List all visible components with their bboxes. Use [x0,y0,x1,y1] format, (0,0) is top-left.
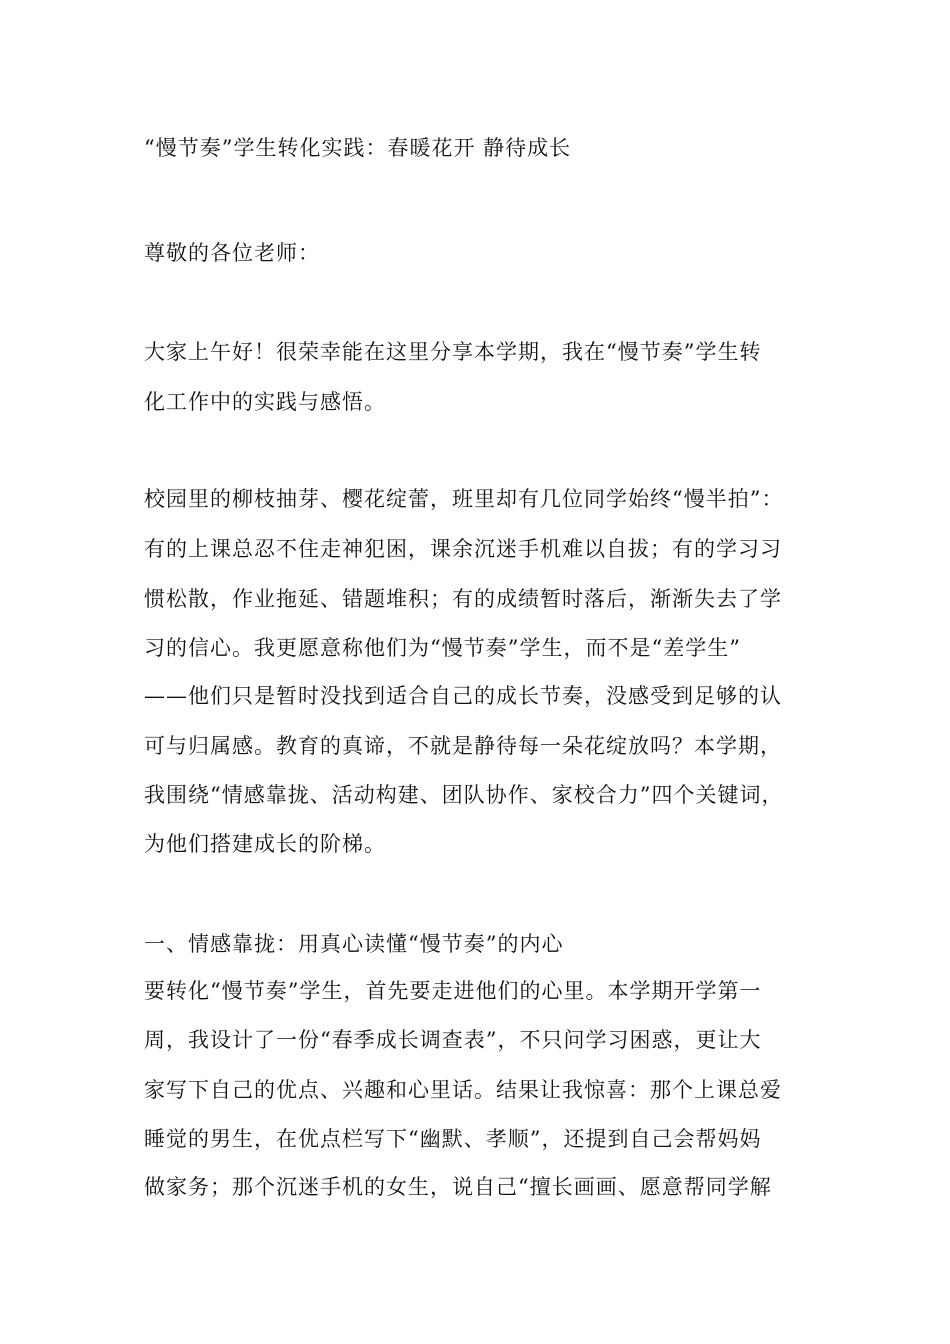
paragraph-line: 为他们搭建成长的阶梯。 [144,832,386,856]
paragraph-line: 周，我设计了一份“春季成长调查表”，不只问学习困惑，更让大 [144,1028,762,1052]
paragraph-line: 惯松散，作业拖延、错题堆积；有的成绩暂时落后，渐渐失去了学 [144,587,782,611]
paragraph-line: 有的上课总忍不住走神犯困，课余沉迷手机难以自拔；有的学习习 [144,537,782,561]
paragraph-line: ——他们只是暂时没找到适合自己的成长节奏，没感受到足够的认 [144,684,782,708]
paragraph-line: 做家务；那个沉迷手机的女生，说自己“擅长画画、愿意帮同学解 [144,1175,772,1199]
paragraph-line: 睡觉的男生，在优点栏写下“幽默、孝顺”，还提到自己会帮妈妈 [144,1127,762,1151]
paragraph-line: 大家上午好！很荣幸能在这里分享本学期，我在“慢节奏”学生转 [144,340,762,364]
document-title: “慢节奏”学生转化实践：春暖花开 静待成长 [144,136,572,160]
paragraph-line: 校园里的柳枝抽芽、樱花绽蕾，班里却有几位同学始终“慢半拍”： [144,487,784,511]
paragraph-line: 习的信心。我更愿意称他们为“慢节奏”学生，而不是“差学生” [144,636,741,660]
paragraph-line: 我围绕“情感靠拢、活动构建、团队协作、家校合力”四个关键词， [144,783,784,807]
paragraph-line: 可与归属感。教育的真谛，不就是静待每一朵花绽放吗？本学期， [144,734,782,758]
section-heading: 一、情感靠拢：用真心读懂“慢节奏”的内心 [144,932,564,956]
paragraph-line: 家写下自己的优点、兴趣和心里话。结果让我惊喜：那个上课总爱 [144,1078,782,1102]
salutation: 尊敬的各位老师： [144,241,320,265]
paragraph-line: 要转化“慢节奏”学生，首先要走进他们的心里。本学期开学第一 [144,979,762,1003]
paragraph-line: 化工作中的实践与感悟。 [144,390,386,414]
